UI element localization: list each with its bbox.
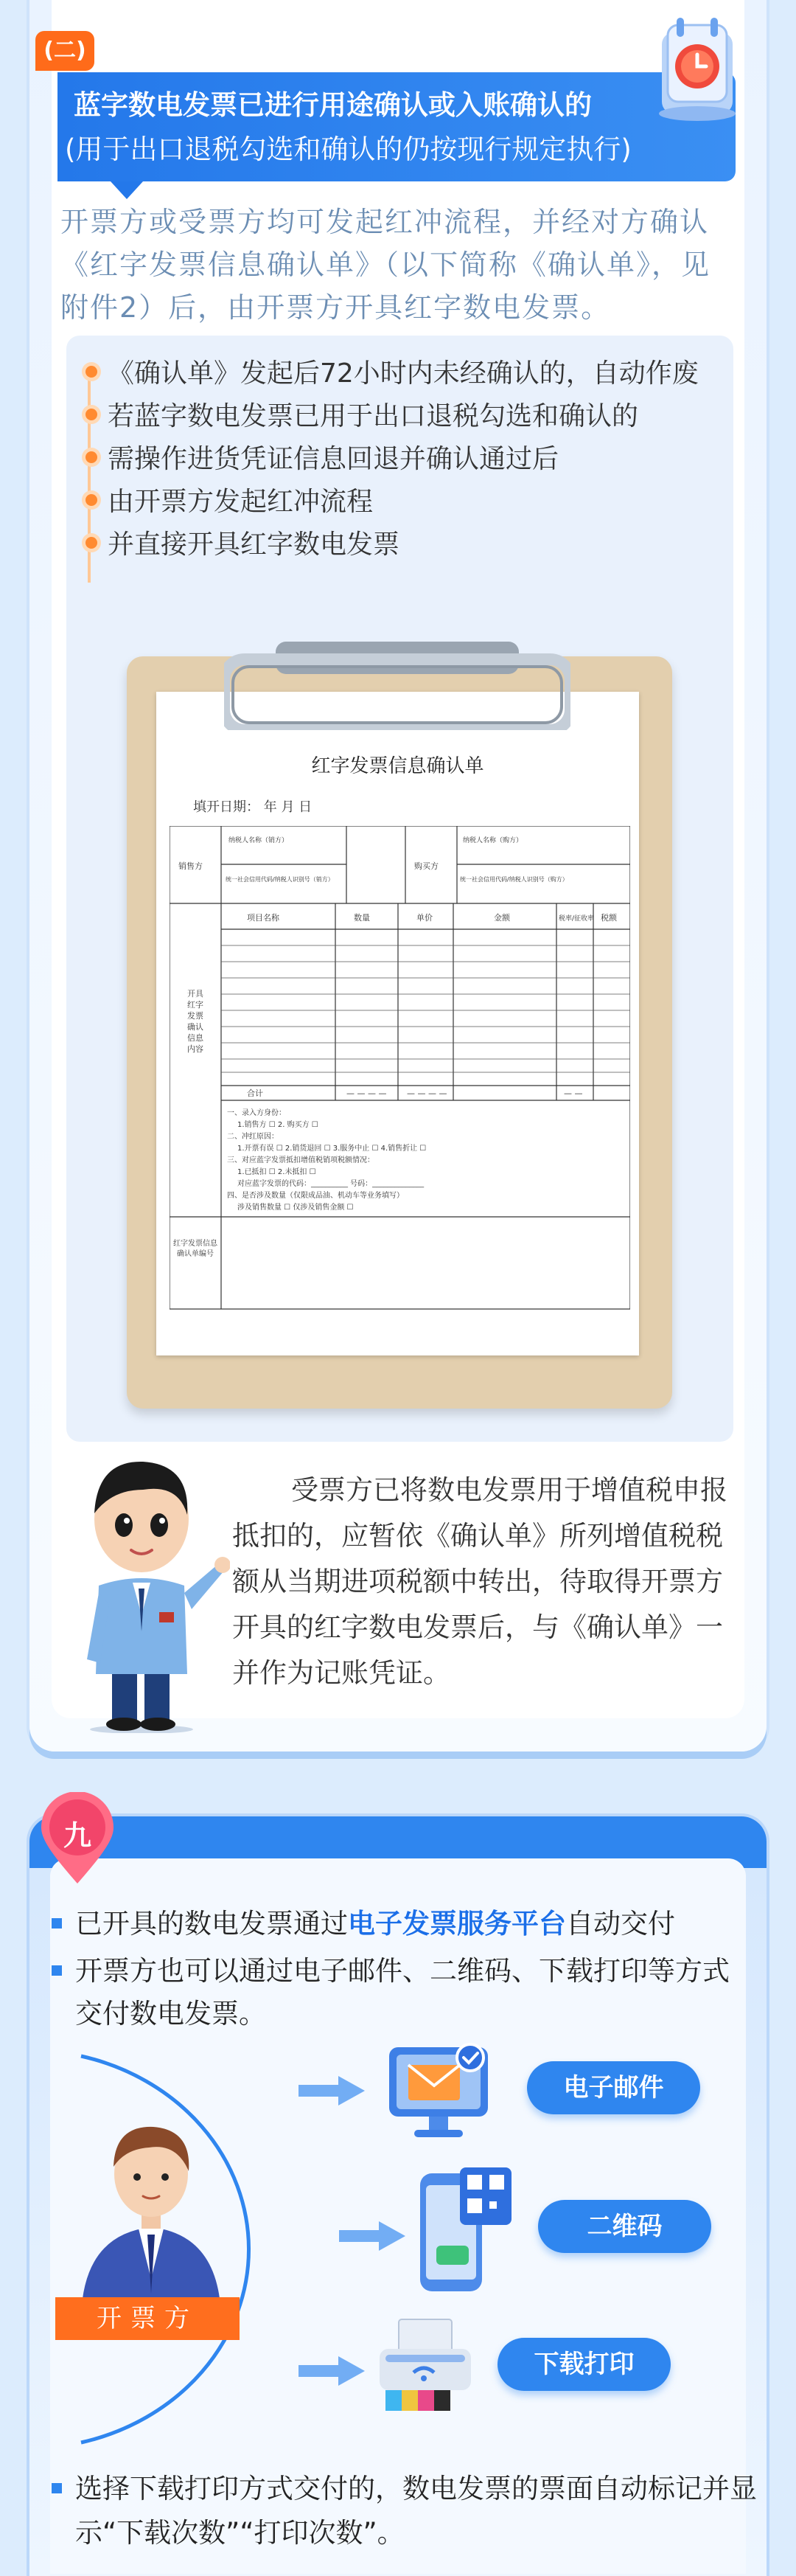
form-line: 二、冲红原因： [227,1133,279,1141]
form-buyer-name-label: 纳税人名称（购方） [463,837,523,844]
bullet-dot-icon [85,494,97,506]
form-date-label: 填开日期： 年 月 日 [193,799,313,815]
square-bullet-icon [52,1965,62,1976]
clipboard-clip-icon [224,642,570,730]
bullet-dot-icon [85,451,97,463]
banner-title: 蓝字数电发票已进行用途确认或入账确认的 [74,89,592,121]
issuer-person-illustration [66,2109,236,2316]
form-col-rate: 税率/征收率 [559,915,595,923]
issuer-label: 开票方 [55,2297,240,2340]
bullet-list [81,353,722,566]
form-bottom-label: 红字发票信息确认单编号 [173,1240,217,1258]
intro-paragraph: 开票方或受票方均可发起红冲流程，并经对方确认《红字发票信息确认单》（以下简称《确认单》，见附件2）后，由开票方开具红字数电发票。 [60,206,711,324]
clock-calendar-icon [649,18,744,128]
form-line: 一、录入方身份： [227,1109,286,1117]
form-col-price: 单价 [416,913,433,923]
form-line: 三、对应蓝字发票抵扣增值税销项税额情况： [227,1156,374,1164]
form-total-label: 合计 [247,1089,263,1098]
form-total-dash-price: — — — — [407,1089,447,1098]
tax-officer-illustration [60,1438,230,1733]
square-bullet-icon [52,2483,62,2493]
section-tag: (二) [35,31,94,71]
list-item: 需操作进货凭证信息回退并确认通过后 [81,438,722,481]
email-monitor-icon [383,2035,494,2146]
list-item: 并直接开具红字数电发票 [81,524,722,566]
banner-subtitle: (用于出口退税勾选和确认的仍按现行规定执行) [65,133,632,165]
form-total-dash-rate: — — [564,1089,583,1098]
printer-icon [372,2312,483,2423]
list-item: 若蓝字数电发票已用于出口退税勾选和确认的 [81,395,722,438]
form-col-name: 项目名称 [247,913,279,923]
form-col-tax: 税额 [601,913,617,923]
print-note: 选择下载打印方式交付的，数电发票的票面自动标记并显示“下载次数”“打印次数”。 [52,2467,768,2555]
list-item: 《确认单》发起后72小时内未经确认的，自动作废 [81,353,722,395]
list-item: 由开票方发起红冲流程 [81,481,722,524]
arrow-right-icon [339,2221,405,2251]
platform-highlight: 电子发票服务平台 [348,1908,566,1940]
form-seller-name-label: 纳税人名称（销方） [228,837,289,844]
arrow-right-icon [298,2076,365,2105]
form-line: 1.销售方 ☐ 2. 购买方 ☐ [237,1121,318,1129]
form-seller-code-label: 统一社会信用代码/纳税人识别号（销方） [226,876,334,883]
bullet-dot-icon [85,366,97,378]
form-title: 红字发票信息确认单 [311,755,484,777]
delivery-paragraph-1: 已开具的数电发票通过电子发票服务平台自动交付 [52,1903,744,1945]
qr-code-button: 二维码 [538,2200,711,2253]
form-line: 对应蓝字发票的代码：__________ 号码：______________ [237,1180,425,1188]
form-seller-label: 销售方 [178,861,203,871]
form-line: 四、是否涉及数量（仅限成品油、机动车等业务填写） [227,1192,404,1200]
form-line: 涉及销售数量 ☐ 仅涉及销售金额 ☐ [237,1204,354,1212]
square-bullet-icon [52,1918,62,1928]
form-buyer-label: 购买方 [414,861,439,871]
delivery-paragraphs [52,1903,744,2040]
form-col-amount: 金额 [494,913,510,923]
arrow-right-icon [298,2356,365,2386]
recipient-note: 受票方已将数电发票用于增值税申报抵扣的，应暂依《确认单》所列增值税税额从当期进项税额中转出，待取得开票方开具的红字数电发票后，与《确认单》一并作为记账凭证。 [232,1474,727,1689]
form-side-label: 开具红字发票确认信息内容 [187,989,203,1054]
red-invoice-form-table [170,826,630,1313]
form-line: 1.已抵扣 ☐ 2.未抵扣 ☐ [237,1168,316,1176]
form-total-dash-qty: — — — — [346,1089,387,1098]
bullet-dot-icon [85,409,97,420]
bullet-dot-icon [85,537,97,549]
qr-phone-icon [413,2164,516,2297]
banner-tail [111,181,143,199]
form-line: 1.开票有误 ☐ 2.销货退回 ☐ 3.服务中止 ☐ 4.销售折让 ☐ [237,1145,427,1153]
email-button: 电子邮件 [527,2061,700,2114]
delivery-paragraph-2: 开票方也可以通过电子邮件、二维码、下载打印等方式交付数电发票。 [52,1950,744,2035]
download-print-button: 下载打印 [498,2338,671,2391]
form-col-qty: 数量 [354,913,370,923]
section-number: 九 [63,1819,91,1852]
form-buyer-code-label: 统一社会信用代码/纳税人识别号（购方） [460,876,568,883]
